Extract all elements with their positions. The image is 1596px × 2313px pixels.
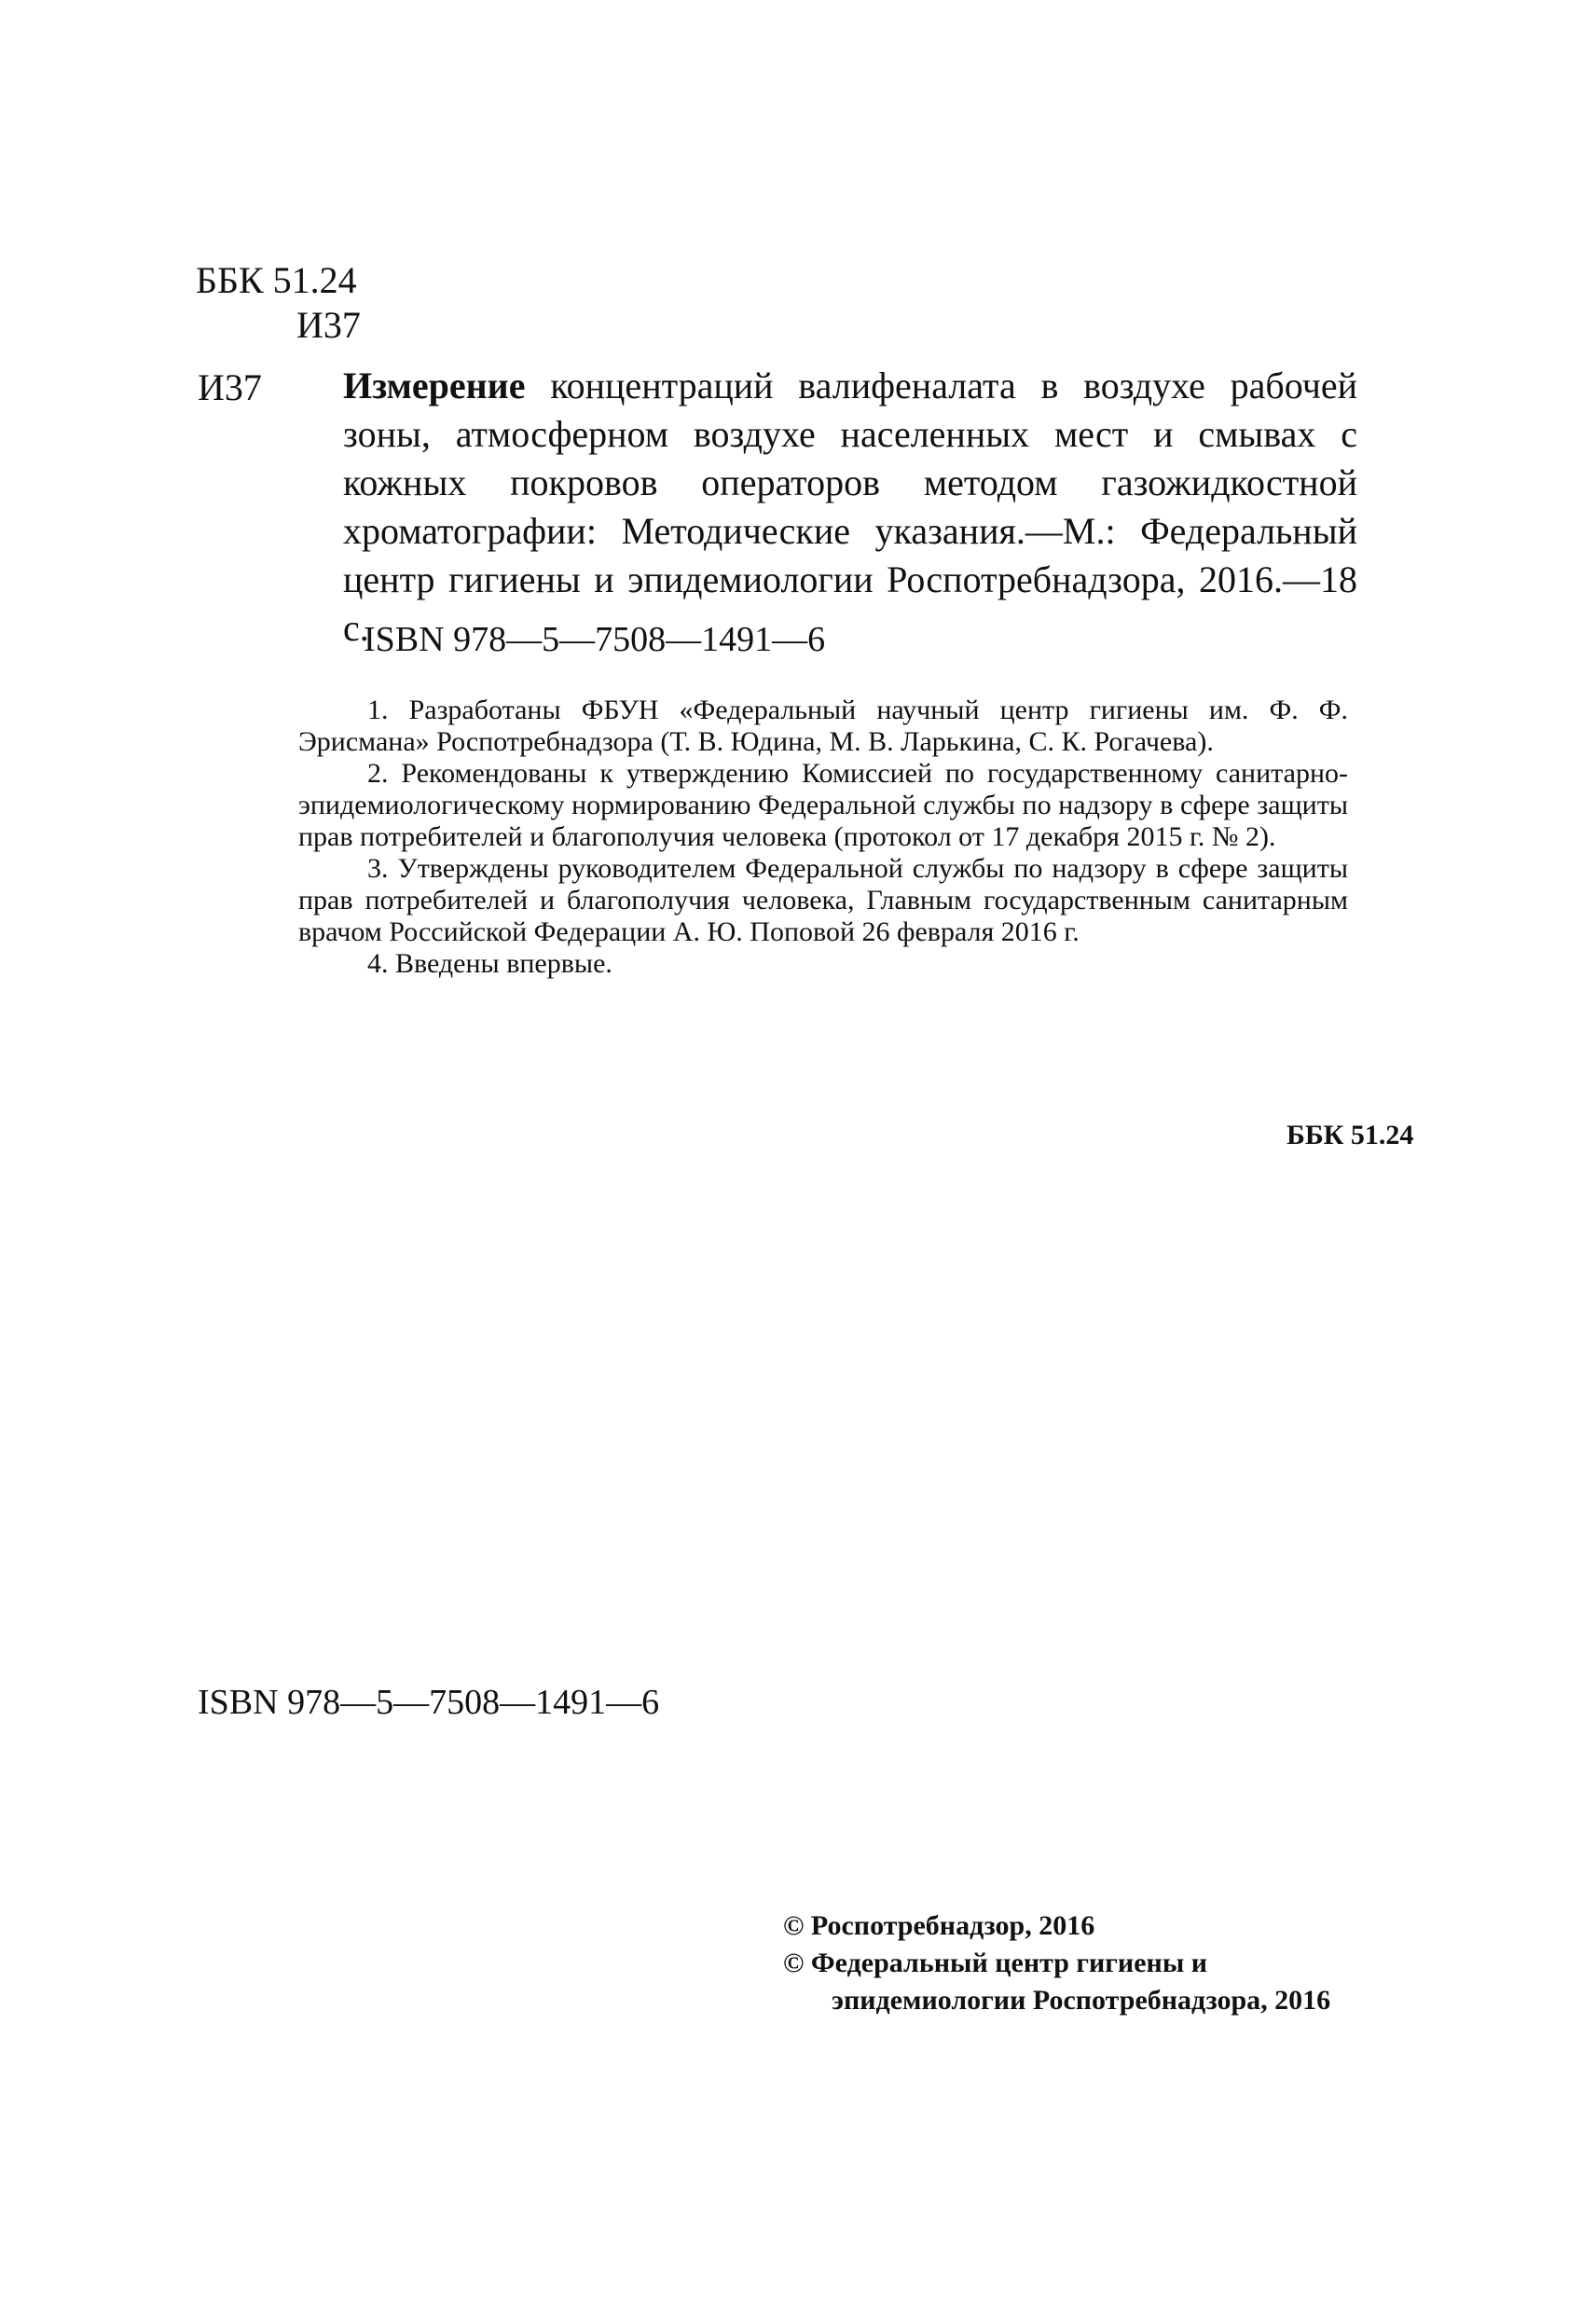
isbn-bottom: ISBN 978—5—7508—1491—6 [198, 1683, 660, 1722]
bbk-classification: ББК 51.24 [196, 259, 357, 301]
copyright-block [783, 1907, 1492, 2019]
copyright-line: © Роспотребнадзор, 2016 [783, 1910, 1095, 1941]
bibliographic-entry [343, 362, 1357, 653]
copyright-line: эпидемиологии Роспотребнадзора, 2016 [832, 1985, 1331, 2016]
entry-lead-word: Измерение [343, 365, 526, 406]
note-item: 3. Утверждены руководителем Федеральной службы по надзору в сфере защиты прав потребителей и благополучия человека, Главным государственным санитарным врачом Российской Федерации А. Ю. Поповой 26 февраля 2016 г. [298, 853, 1348, 947]
note-item: 2. Рекомендованы к утверждению Комиссией по государственному санитарно-эпидемиологическому нормированию Федеральной службы по надзору в сфере защиты прав потребителей и благополучия человека (протокол от 17 декабря 2015 г. № 2). [298, 758, 1348, 852]
bbk-right: ББК 51.24 [1286, 1120, 1414, 1150]
entry-text: концентраций валифеналата в воздухе рабочей зоны, атмосферном воздухе населенных мест и смывах с кожных покровов операторов методом газожидкостной хроматографии: Методические указания.—М.: Федеральный центр гигиены и эпидемиологии Роспотребнадзора, 2016.—18 с. [343, 365, 1357, 649]
isbn-middle: ISBN 978—5—7508—1491—6 [364, 620, 826, 659]
note-item: 4. Введены впервые. [367, 948, 612, 979]
notes-list [298, 695, 1348, 980]
note-item: 1. Разработаны ФБУН «Федеральный научный центр гигиены им. Ф. Ф. Эрисмана» Роспотребнадзора (Т. В. Юдина, М. В. Ларькина, С. К. Рогачева). [298, 695, 1348, 757]
copyright-line: © Федеральный центр гигиены и [783, 1948, 1208, 1978]
author-code-side: И37 [198, 366, 262, 408]
author-code: И37 [296, 304, 361, 346]
